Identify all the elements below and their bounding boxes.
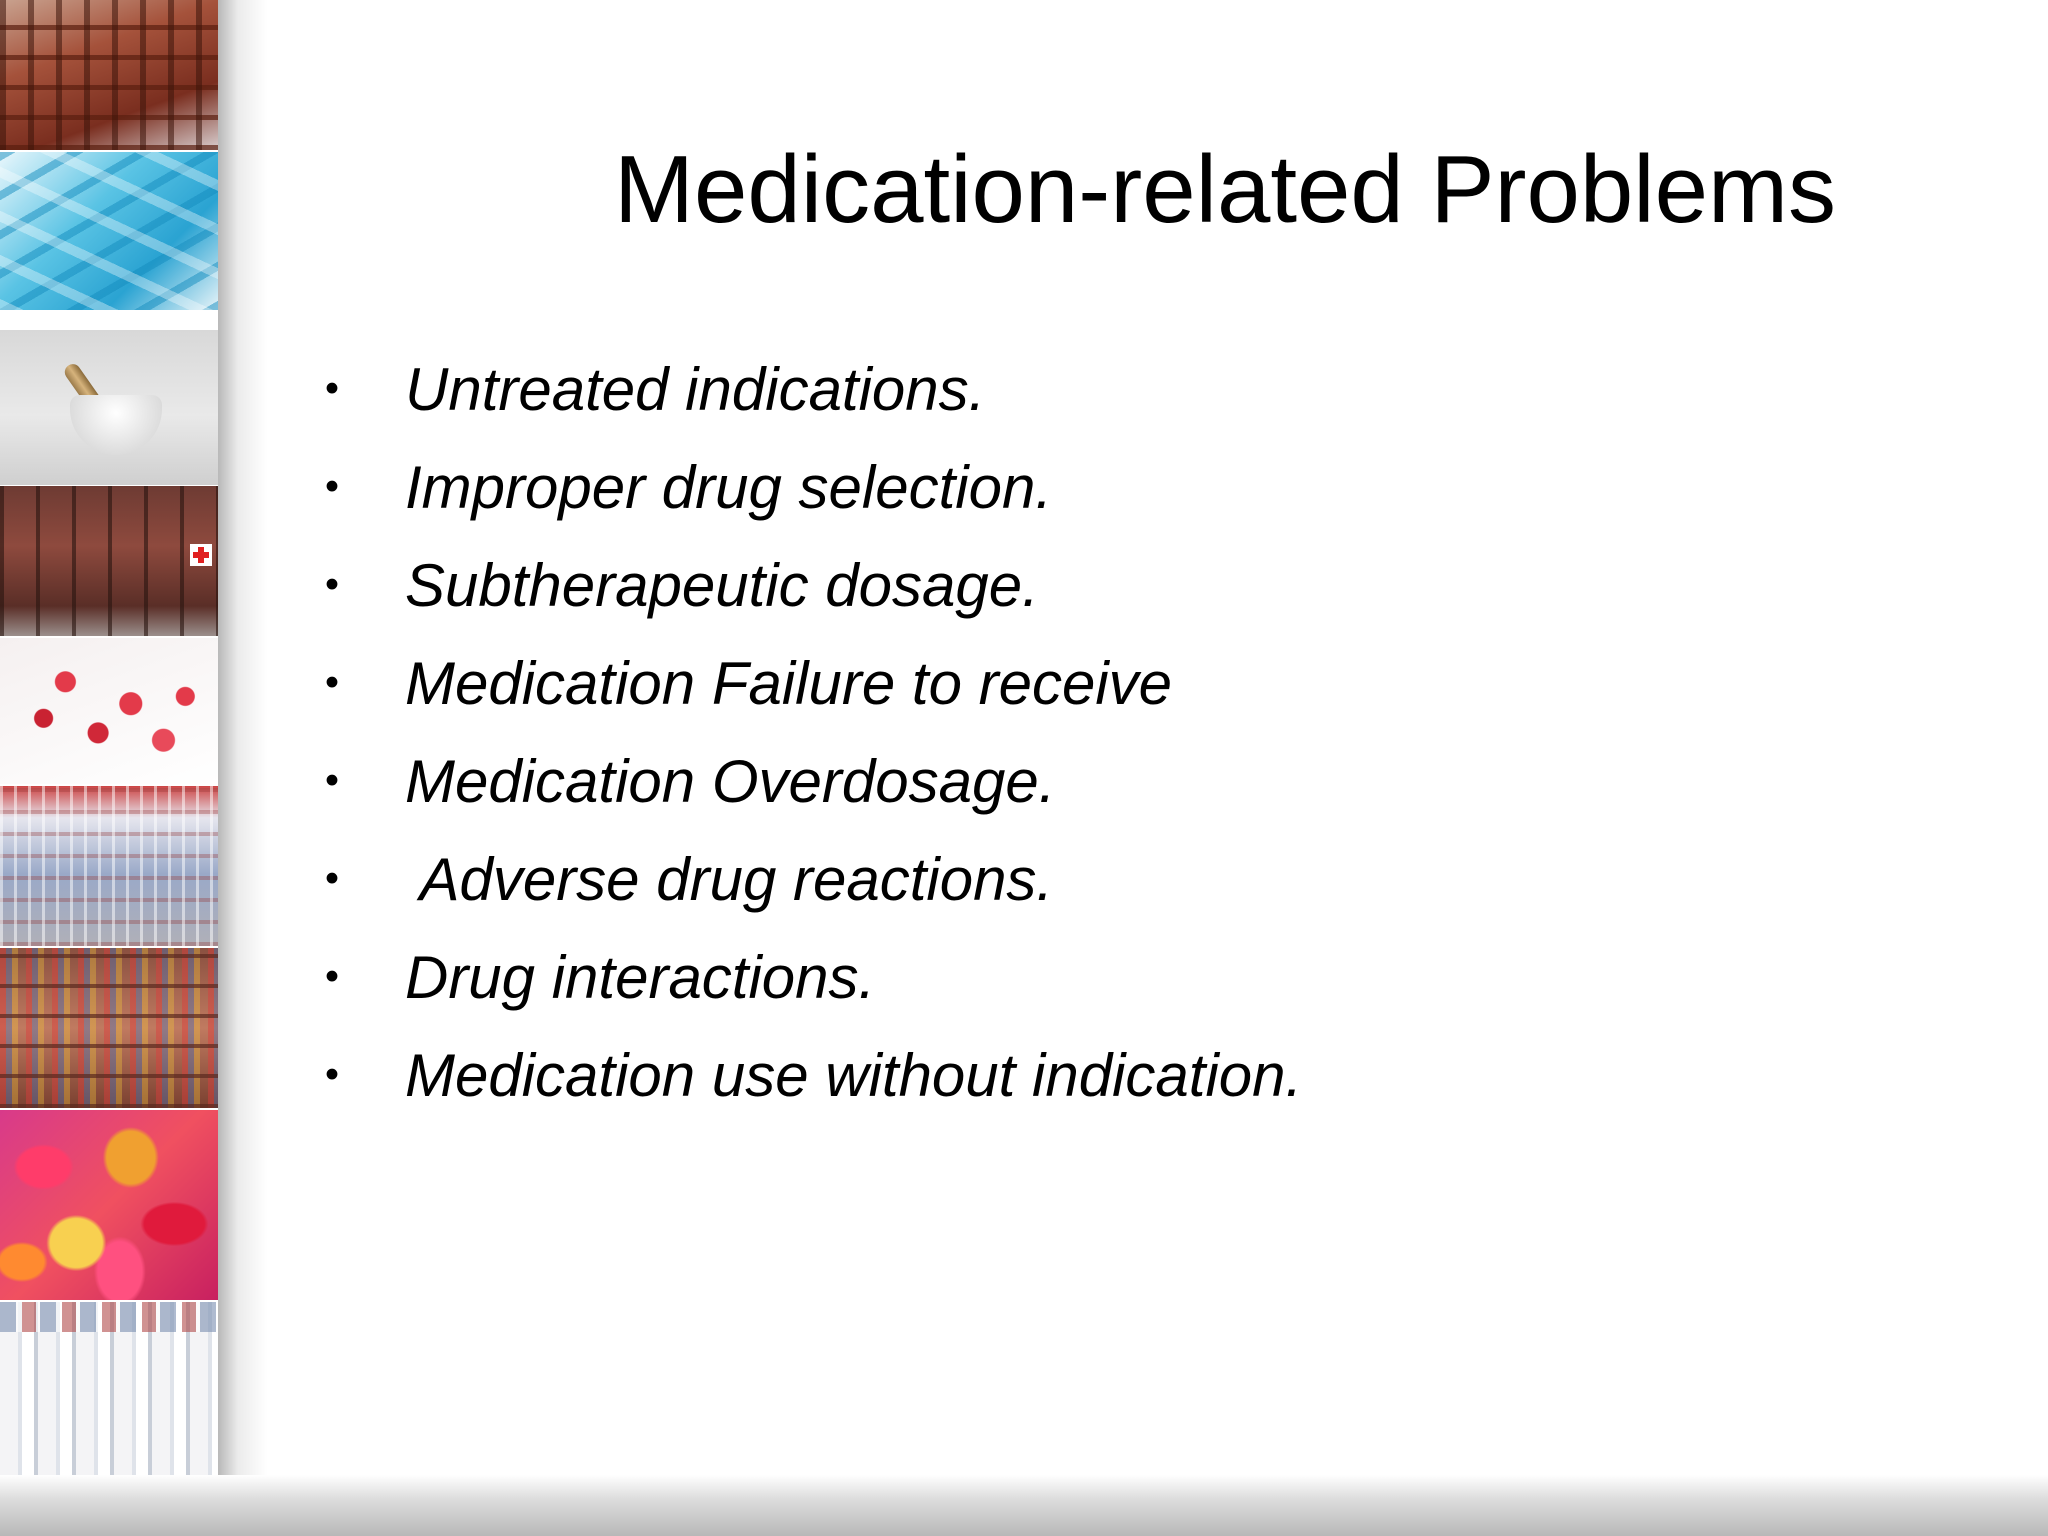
bullet-text: Adverse drug reactions.: [405, 845, 1054, 913]
drugstore-aisle-photo: [0, 786, 218, 946]
bullet-text: Medication Overdosage.: [405, 747, 1056, 815]
bottle-caps: [0, 1302, 218, 1332]
bullet-text: Medication use without indication.: [405, 1041, 1303, 1109]
bullet-dot-icon: •: [325, 758, 340, 803]
slide-title: Medication-related Problems: [614, 136, 1836, 243]
blue-pill-blister-photo: [0, 152, 218, 310]
bullet-dot-icon: •: [325, 464, 340, 509]
bottom-gradient-band: [0, 1475, 2048, 1536]
pharmacy-shelves-photo: [0, 0, 218, 150]
bullet-item: [325, 438, 1925, 536]
bullet-text: Untreated indications.: [405, 355, 986, 423]
bullet-list: [325, 340, 1925, 1124]
bullet-text: Subtherapeutic dosage.: [405, 551, 1039, 619]
mortar-and-pestle-photo: [0, 330, 218, 485]
bullet-dot-icon: •: [325, 1052, 340, 1097]
bullet-dot-icon: •: [325, 660, 340, 705]
bullet-text: Improper drug selection.: [405, 453, 1052, 521]
bullet-item: [325, 732, 1925, 830]
bullet-item: [325, 830, 1925, 928]
bullet-item: [325, 340, 1925, 438]
bullet-text: Medication Failure to receive: [405, 649, 1173, 717]
bullet-item: [325, 536, 1925, 634]
mortar-icon: [70, 395, 162, 455]
pharmacy-storefront-photo: [0, 486, 218, 636]
bullet-dot-icon: •: [325, 954, 340, 999]
red-cross-icon: [190, 544, 212, 566]
medicine-shelves-photo: [0, 948, 218, 1108]
pill-bottles-photo: [0, 1302, 218, 1475]
bullet-item: [325, 1026, 1925, 1124]
bullet-item: [325, 634, 1925, 732]
bullet-dot-icon: •: [325, 562, 340, 607]
bullet-dot-icon: •: [325, 366, 340, 411]
photo-strip-shadow: [218, 0, 268, 1475]
photo-strip: [0, 0, 218, 1475]
red-capsule-blister-photo: [0, 638, 218, 784]
colorful-pills-photo: [0, 1110, 218, 1300]
bullet-text: Drug interactions.: [405, 943, 876, 1011]
bullet-item: [325, 928, 1925, 1026]
bullet-dot-icon: •: [325, 856, 340, 901]
